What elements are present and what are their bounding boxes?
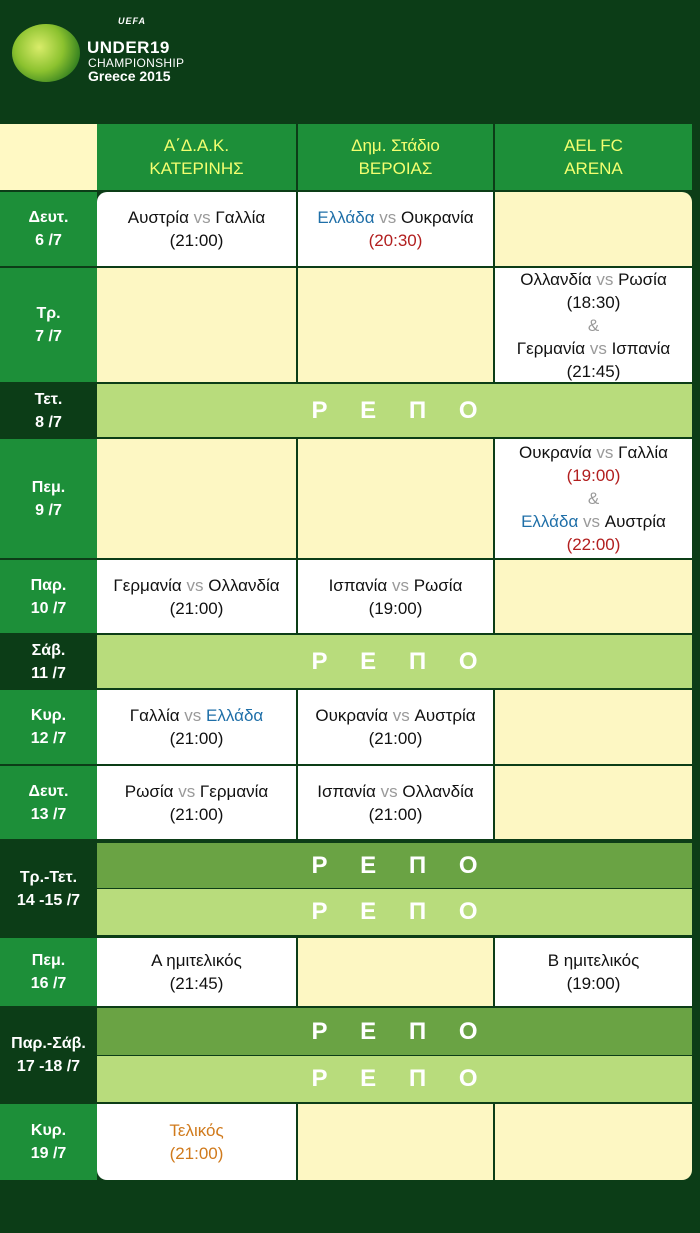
empty-cell [298,1104,493,1180]
vs-label: vs [589,338,607,358]
team-home: Ελλάδα [521,512,579,531]
team-away: Ισπανία [611,338,671,358]
day-name: Πεμ. [31,478,66,496]
team-away: Ρωσία [618,269,667,289]
match-cell [495,268,692,382]
match-time: (22:00) [566,535,621,554]
match-cell [298,766,493,839]
logo-championship-text: CHAMPIONSHIP [88,56,185,70]
match-time: (21:00) [169,1144,224,1163]
day-label [0,766,97,839]
team-home: Ουκρανία [315,706,389,725]
match-time: (19:00) [368,598,423,618]
team-home: Γερμανία [516,338,586,358]
day-date: 14 -15 /7 [16,892,81,909]
team-home: Αυστρία [127,208,189,227]
vs-label: vs [392,706,410,725]
day-label [0,938,97,1006]
team-home: Γερμανία [113,575,182,595]
match-cell [495,439,692,558]
vs-label: vs [186,575,204,595]
empty-cell [298,439,493,558]
semifinal-b-cell [495,938,692,1006]
match-time: (21:00) [368,729,423,748]
venue-header-ael-arena [495,124,692,190]
day-name: Σάβ. [31,641,66,659]
empty-cell [97,439,296,558]
logo-edition-text: Greece 2015 [88,68,171,84]
empty-cell [495,690,692,764]
logo-under19-text: UNDER19 [87,38,170,57]
day-name: Κυρ. [30,1122,67,1139]
empty-cell [495,766,692,839]
venue-line2: ΚΑΤΕΡΙΝΗΣ [149,159,244,178]
logo-uefa-text: UEFA [118,16,147,26]
team-home: Ουκρανία [519,443,592,462]
final-title: Τελικός [169,1121,224,1140]
vs-label: vs [178,781,196,801]
day-date: 9 /7 [35,501,62,519]
venue-line2: ΒΕΡΟΙΑΣ [358,159,433,178]
day-name: Δευτ. [28,209,69,226]
semifinal-title: Β ημιτελικός [547,951,640,970]
team-home: Ελλάδα [317,208,375,227]
day-date: 13 /7 [30,805,67,823]
match-time: (21:00) [169,231,224,250]
team-home: Ολλανδία [520,269,592,289]
final-cell [97,1104,296,1180]
venue-line1: AEL FC [564,136,623,155]
empty-cell [97,268,296,382]
match-cell [97,560,296,633]
day-date: 7 /7 [35,328,62,345]
day-date: 8 /7 [35,413,62,431]
day-label [0,1104,97,1180]
empty-cell [495,192,692,266]
match-cell [97,192,296,266]
team-away: Ουκρανία [401,208,474,227]
team-away: Αυστρία [414,706,476,725]
vs-label: vs [596,269,614,289]
venue-line1: Δημ. Στάδιο [351,136,440,155]
venue-header-veria [298,124,493,190]
day-label [0,439,97,558]
day-name: Τρ.-Τετ. [19,869,78,886]
day-name: Κυρ. [30,707,67,724]
day-name: Τρ. [36,305,61,322]
day-label [0,384,97,437]
rest-day-band: Ρ Ε Π Ο [97,635,692,688]
day-label [0,268,97,382]
day-label [0,1008,97,1102]
day-date: 19 /7 [30,1145,67,1162]
day-label [0,192,97,266]
empty-cell [298,938,493,1006]
ampersand: & [587,489,600,508]
match-cell [298,560,493,633]
match-time: (21:00) [368,804,423,824]
ampersand: & [587,315,600,335]
vs-label: vs [380,781,398,801]
match-cell [298,690,493,764]
venue-line2: ARENA [564,159,623,178]
day-label [0,690,97,764]
team-away: Ολλανδία [402,781,474,801]
vs-label: vs [583,512,601,531]
match-cell [97,690,296,764]
team-away: Γαλλία [215,208,266,227]
vs-label: vs [391,575,409,595]
day-label [0,635,97,688]
day-name: Παρ. [30,576,67,594]
vs-label: vs [596,443,614,462]
vs-label: vs [184,706,202,725]
team-away: Γερμανία [199,781,269,801]
team-home: Ρωσία [124,781,174,801]
match-cell [97,766,296,839]
day-date: 12 /7 [30,730,67,747]
empty-cell [298,268,493,382]
day-name: Τετ. [34,390,63,408]
team-away: Ολλανδία [208,575,280,595]
venue-line1: Α΄Δ.Α.Κ. [163,136,230,155]
team-away: Ελλάδα [206,706,264,725]
match-time: (19:00) [566,974,621,993]
day-date: 17 -18 /7 [16,1058,81,1075]
match-time: (19:00) [566,466,621,485]
tournament-ball-logo-icon [12,24,80,82]
semifinal-a-cell [97,938,296,1006]
semifinal-title: Α ημιτελικός [151,951,242,970]
match-time: (21:00) [169,729,224,748]
rest-day-band: Ρ Ε Π Ο [97,1008,692,1055]
match-time: (21:00) [169,804,224,824]
vs-label: vs [193,208,211,227]
day-date: 16 /7 [30,975,67,992]
day-name: Δευτ. [28,782,69,800]
match-cell [298,192,493,266]
day-date: 11 /7 [31,664,66,682]
match-time: (21:00) [169,598,224,618]
team-home: Ισπανία [317,781,376,801]
day-name: Παρ.-Σάβ. [11,1035,86,1052]
rest-day-band: Ρ Ε Π Ο [97,889,692,935]
day-name: Πεμ. [31,952,66,969]
day-date: 6 /7 [35,232,62,249]
venue-header-katerini [97,124,296,190]
team-away: Γαλλία [618,443,668,462]
vs-label: vs [379,208,397,227]
team-away: Αυστρία [604,512,666,531]
team-home: Ισπανία [328,575,388,595]
team-home: Γαλλία [129,706,180,725]
match-time: (21:45) [169,974,224,993]
empty-cell [495,560,692,633]
match-time: (20:30) [368,231,423,250]
rest-day-band: Ρ Ε Π Ο [97,384,692,437]
rest-day-band: Ρ Ε Π Ο [97,843,692,888]
day-label [0,560,97,633]
rest-day-band: Ρ Ε Π Ο [97,1056,692,1102]
header-corner-cell [0,124,97,190]
match-time: (18:30) [566,292,621,312]
day-label [0,843,97,935]
empty-cell [495,1104,692,1180]
team-away: Ρωσία [413,575,463,595]
day-date: 10 /7 [30,599,67,617]
match-time: (21:45) [566,361,621,381]
